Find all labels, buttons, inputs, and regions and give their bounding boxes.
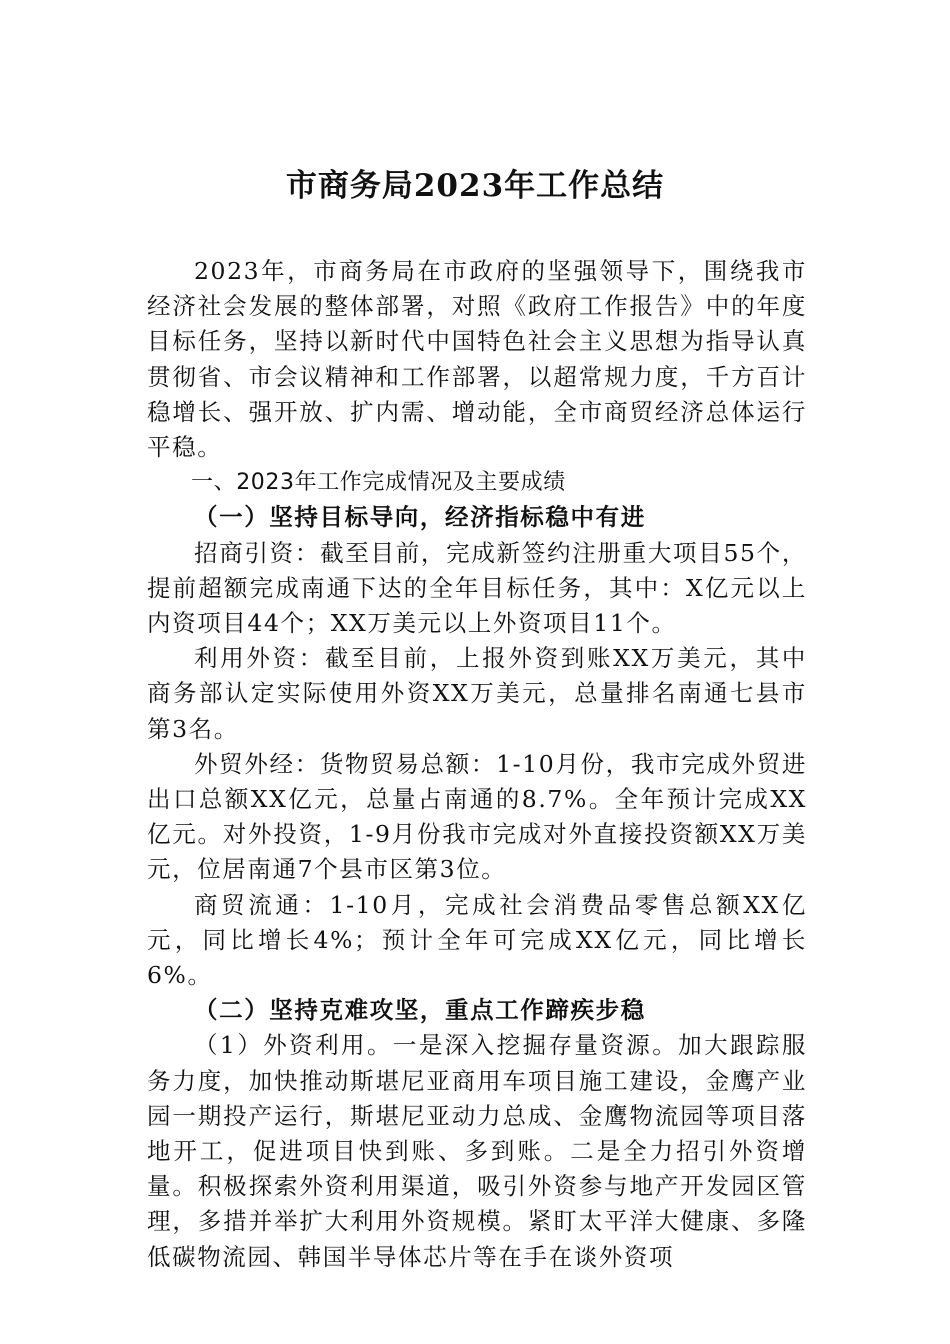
subsection-heading-targets: （一）坚持目标导向，经济指标稳中有进: [194, 503, 646, 532]
paragraph-foreign-capital: 利用外资：截至目前，上报外资到账XX万美元，其中商务部认定实际使用外资XX万美元，总量排名南通七县市第3名。: [147, 644, 807, 743]
paragraph-foreign-trade: 外贸外经：货物贸易总额：1-10月份，我市完成外贸进出口总额XX亿元，总量占南通的8.7%。全年预计完成XX亿元。对外投资，1-9月份我市完成对外直接投资额XX万美元，位居南通7个县市区第3位。: [147, 749, 807, 884]
paragraph-commerce-circulation: 商贸流通：1-10月，完成社会消费品零售总额XX亿元，同比增长4%；预计全年可完成XX亿元，同比增长6%。: [147, 890, 807, 990]
section-heading-achievements: 一、2023年工作完成情况及主要成绩: [191, 470, 566, 496]
intro-paragraph: 2023年，市商务局在市政府的坚强领导下，围绕我市经济社会发展的整体部署，对照《政府工作报告》中的年度目标任务，坚持以新时代中国特色社会主义思想为指导认真贯彻省、市会议精神和工作部署，以超常规力度，千方百计稳增长、强开放、扩内需、增动能，全市商贸经济总体运行平稳。: [147, 257, 807, 462]
subsection-heading-key-work: （二）坚持克难攻坚，重点工作蹄疾步稳: [194, 996, 646, 1025]
document-body: [147, 254, 807, 1275]
paragraph-investment-attraction: 招商引资：截至目前，完成新签约注册重大项目55个，提前超额完成南通下达的全年目标任务，其中：X亿元以上内资项目44个；XX万美元以上外资项目11个。: [147, 538, 807, 638]
document-title: 市商务局2023年工作总结: [285, 168, 665, 204]
paragraph-foreign-investment-use: （1）外资利用。一是深入挖掘存量资源。加大跟踪服务力度，加快推动斯堪尼亚商用车项目施工建设，金鹰产业园一期投产运行，斯堪尼亚动力总成、金鹰物流园等项目落地开工，促进项目快到账、多到账。二是全力招引外资增量。积极探索外资利用渠道，吸引外资参与地产开发园区管理，多措并举扩大利用外资规模。紧盯太平洋大健康、多隆低碳物流园、韩国半导体芯片等在手在谈外资项: [147, 1031, 807, 1271]
